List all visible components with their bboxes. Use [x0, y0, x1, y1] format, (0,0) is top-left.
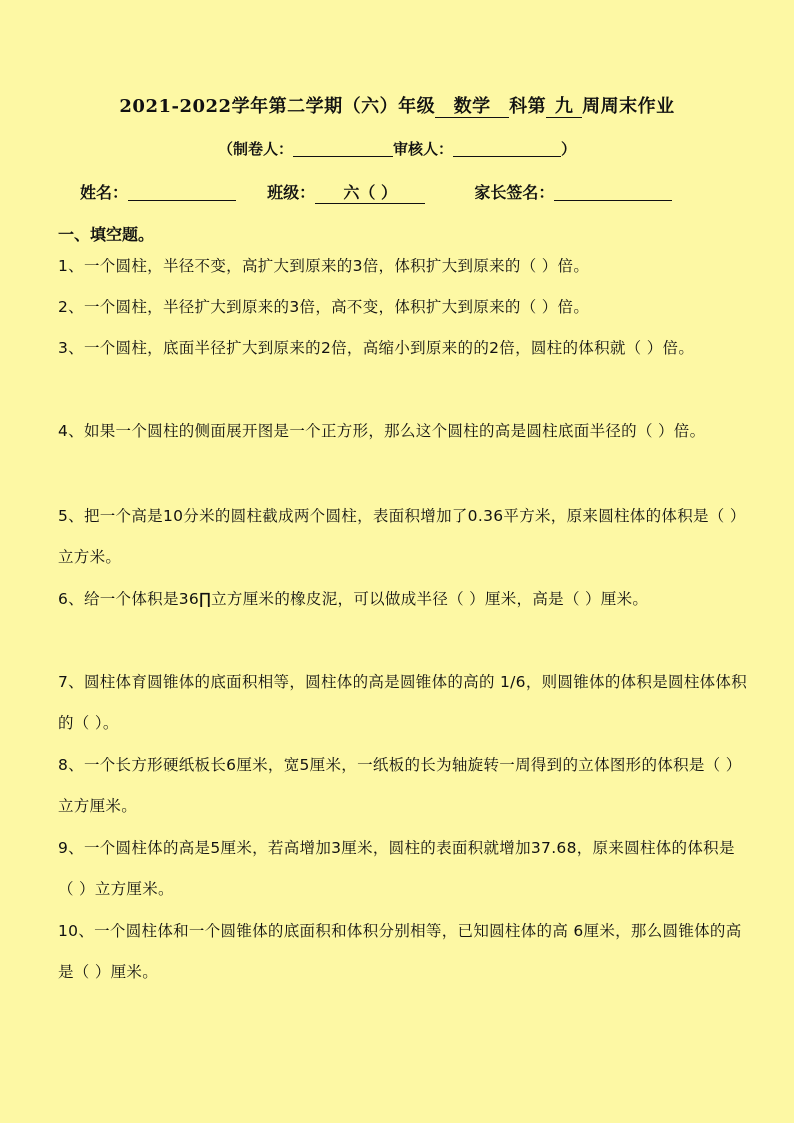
close-paren: ） [561, 140, 577, 158]
maker-label: （制卷人： [217, 140, 293, 158]
worksheet-title [0, 92, 794, 118]
class-label: 班级： [267, 183, 316, 202]
reviewer-blank[interactable] [453, 140, 561, 157]
name-label: 姓名： [80, 183, 129, 202]
student-info-line [80, 180, 740, 204]
parent-signature-label: 家长签名： [474, 183, 555, 202]
section-title: 一、填空题。 [58, 225, 155, 244]
reviewer-label: 审核人： [392, 140, 453, 158]
subject-field: 数学 [435, 97, 509, 118]
maker-reviewer-line [0, 138, 794, 159]
question-3: 3、一个圆柱，底面半径扩大到原来的2倍，高缩小到原来的的2倍，圆柱的体积就（ ）倍。 [58, 339, 695, 357]
maker-blank[interactable] [293, 140, 393, 157]
parent-signature-blank[interactable] [554, 184, 672, 201]
question-6: 6、给一个体积是36∏立方厘米的橡皮泥，可以做成半径（ ）厘米，高是（ ）厘米。 [58, 590, 649, 608]
name-blank[interactable] [128, 184, 236, 201]
class-field[interactable]: 六（ ） [315, 183, 425, 204]
question-4: 4、如果一个圆柱的侧面展开图是一个正方形，那么这个圆柱的高是圆柱底面半径的（ ）倍。 [58, 422, 706, 440]
question-8: 8、一个长方形硬纸板长6厘米，宽5厘米，一纸板的长为轴旋转一周得到的立体图形的体积是（ ）立方厘米。 [58, 756, 742, 815]
title-mid: 科第 [509, 96, 547, 117]
question-7: 7、圆柱体育圆锥体的底面积相等，圆柱体的高是圆锥体的高的 1/6，则圆锥体的体积是圆柱体体积的（ ）。 [58, 673, 748, 732]
question-5: 5、把一个高是10分米的圆柱截成两个圆柱，表面积增加了0.36平方米，原来圆柱体的体积是（ ）立方米。 [58, 507, 746, 566]
question-10: 10、一个圆柱体和一个圆锥体的底面积和体积分别相等，已知圆柱体的高 6厘米，那么圆锥体的高是（ ）厘米。 [58, 922, 742, 981]
question-9: 9、一个圆柱体的高是5厘米，若高增加3厘米，圆柱的表面积就增加37.68，原来圆柱体的体积是（ ）立方厘米。 [58, 839, 735, 898]
title-prefix: 2021-2022学年第二学期（六）年级 [119, 96, 436, 117]
question-2: 2、一个圆柱，半径扩大到原来的3倍，高不变，体积扩大到原来的（ ）倍。 [58, 298, 590, 316]
title-suffix: 周周末作业 [582, 96, 675, 117]
question-1: 1、一个圆柱，半径不变，高扩大到原来的3倍，体积扩大到原来的（ ）倍。 [58, 257, 590, 275]
week-field: 九 [546, 97, 582, 118]
